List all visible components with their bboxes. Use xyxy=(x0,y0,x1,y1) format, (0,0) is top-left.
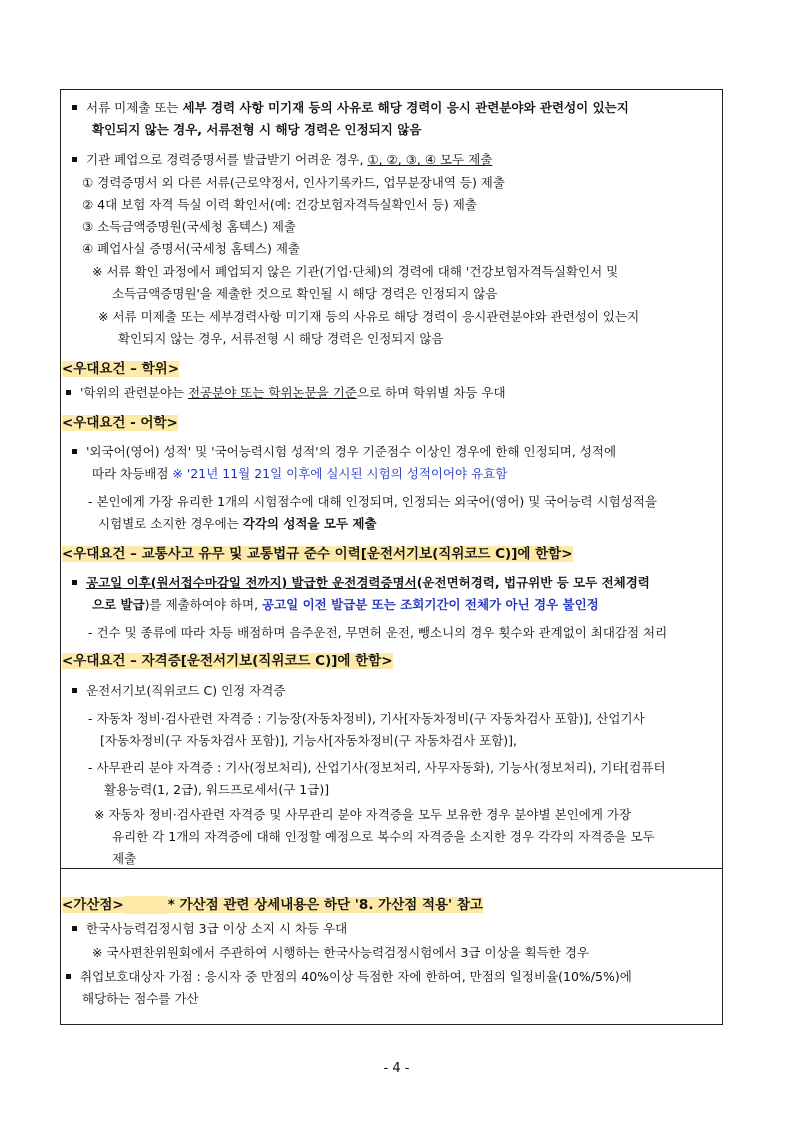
numbered-item: ③ 소득금액증명원(국세청 홈텍스) 제출 xyxy=(82,219,297,234)
note-line: ※ 자동차 정비·검사관련 자격증 및 사무관리 분야 자격증을 모두 보유한 경우 분야별 본인에게 가장 xyxy=(94,807,632,822)
section-heading: <우대요건 – 자격증[운전서기보(직위코드 C)]에 한함> xyxy=(62,653,393,669)
numbered-item: ④ 폐업사실 증명서(국세청 홈텍스) 제출 xyxy=(82,241,300,256)
square-bullet-icon xyxy=(66,974,71,979)
bullet-item: '외국어(영어) 성적' 및 '국어능력시험 성적'의 경우 기준점수 이상인 경우에 한해 인정되며, 성적에 xyxy=(72,443,616,461)
bullet-continuation: 해당하는 점수를 가산 xyxy=(82,991,199,1006)
bullet-item: 공고일 이후(원서접수마감일 전까지) 발급한 운전경력증명서(운전면허경력, 법규위반 등 모두 전체경력 xyxy=(72,574,650,592)
section-heading: <우대요건 - 어학> xyxy=(62,415,178,431)
square-bullet-icon xyxy=(72,105,77,110)
note-line: 제출 xyxy=(112,851,137,866)
note-line: 유리한 각 1개의 자격증에 대해 인정할 예정으로 복수의 자격증을 소지한 경우 각각의 자격증을 모두 xyxy=(112,829,655,844)
note-line: ※ 서류 확인 과정에서 폐업되지 않은 기관(기업·단체)의 경력에 대해 '건강보험자격득실확인서 및 xyxy=(92,264,619,279)
section-heading: <가산점> * 가산점 관련 상세내용은 하단 '8. 가산점 적용' 참고 xyxy=(62,897,483,913)
dash-continuation: 활용능력(1, 2급), 워드프로세서(구 1급)] xyxy=(104,782,330,797)
square-bullet-icon xyxy=(72,926,77,931)
square-bullet-icon xyxy=(72,688,77,693)
bullet-continuation: 따라 차등배점 ※ '21년 11월 21일 이후에 실시된 시험의 성적이어야 유효함 xyxy=(92,466,508,481)
note-line: ※ 국사편찬위원회에서 주관하여 시행하는 한국사능력검정시험에서 3급 이상을 획득한 경우 xyxy=(92,945,589,960)
bullet-continuation: 으로 발급)를 제출하여야 하며, 공고일 이전 발급분 또는 조회기간이 전체가 아닌 경우 불인정 xyxy=(92,597,599,612)
square-bullet-icon xyxy=(66,390,71,395)
dash-item: - 본인에게 가장 유리한 1개의 시험점수에 대해 인정되며, 인정되는 외국어(영어) 및 국어능력 시험성적을 xyxy=(88,494,657,509)
section-heading: <우대요건 – 교통사고 유무 및 교통법규 준수 이력[운전서기보(직위코드 C)]에 한함> xyxy=(62,546,573,562)
bullet-item: 운전서기보(직위코드 C) 인정 자격증 xyxy=(72,682,285,700)
dash-item: - 건수 및 종류에 따라 차등 배점하며 음주운전, 무면허 운전, 뺑소니의 경우 횟수와 관계없이 최대감점 처리 xyxy=(88,625,668,640)
bullet-item: 한국사능력검정시험 3급 이상 소지 시 차등 우대 xyxy=(72,920,347,938)
bullet-item: '학위의 관련분야는 전공분야 또는 학위논문을 기준으로 하며 학위별 차등 우대 xyxy=(66,384,506,402)
dash-continuation: 시험별로 소지한 경우에는 각각의 성적을 모두 제출 xyxy=(98,516,377,531)
bullet-item: 기관 폐업으로 경력증명서를 발급받기 어려운 경우, ①, ②, ③, ④ 모두 제출 xyxy=(72,151,492,169)
note-line: 소득금액증명원'을 제출한 것으로 확인될 시 해당 경력은 인정되지 않음 xyxy=(112,286,498,301)
bullet-item: 취업보호대상자 가점 : 응시자 중 만점의 40%이상 득점한 자에 한하여, 만점의 일정비율(10%/5%)에 xyxy=(66,968,632,986)
numbered-item: ① 경력증명서 외 다른 서류(근로약정서, 인사기록카드, 업무분장내역 등) 제출 xyxy=(82,175,505,190)
note-line: 확인되지 않는 경우, 서류전형 시 해당 경력은 인정되지 않음 xyxy=(118,331,444,346)
section-heading: <우대요건 – 학위> xyxy=(62,361,180,377)
dash-continuation: [자동차정비(구 자동차검사 포함)], 기능사[자동차정비(구 자동차검사 포함)], xyxy=(100,733,518,748)
dash-item: - 자동차 정비·검사관련 자격증 : 기능장(자동차정비), 기사[자동차정비(구 자동차검사 포함)], 산업기사 xyxy=(88,711,645,726)
page-number: - 4 - xyxy=(383,1061,410,1076)
square-bullet-icon xyxy=(72,157,77,162)
section-divider xyxy=(61,868,722,869)
bullet-continuation: 확인되지 않는 경우, 서류전형 시 해당 경력은 인정되지 않음 xyxy=(92,122,422,137)
bullet-item: 서류 미제출 또는 세부 경력 사항 미기재 등의 사유로 해당 경력이 응시 관련분야와 관련성이 있는지 xyxy=(72,99,629,117)
note-line: ※ 서류 미제출 또는 세부경력사항 미기재 등의 사유로 해당 경력이 응시관련분야와 관련성이 있는지 xyxy=(98,309,640,324)
numbered-item: ② 4대 보험 자격 득실 이력 확인서(예: 건강보험자격득실확인서 등) 제출 xyxy=(82,197,477,212)
dash-item: - 사무관리 분야 자격증 : 기사(정보처리), 산업기사(정보처리, 사무자동화), 기능사(정보처리), 기타[컴퓨터 xyxy=(88,760,666,775)
square-bullet-icon xyxy=(72,580,77,585)
square-bullet-icon xyxy=(72,449,77,454)
